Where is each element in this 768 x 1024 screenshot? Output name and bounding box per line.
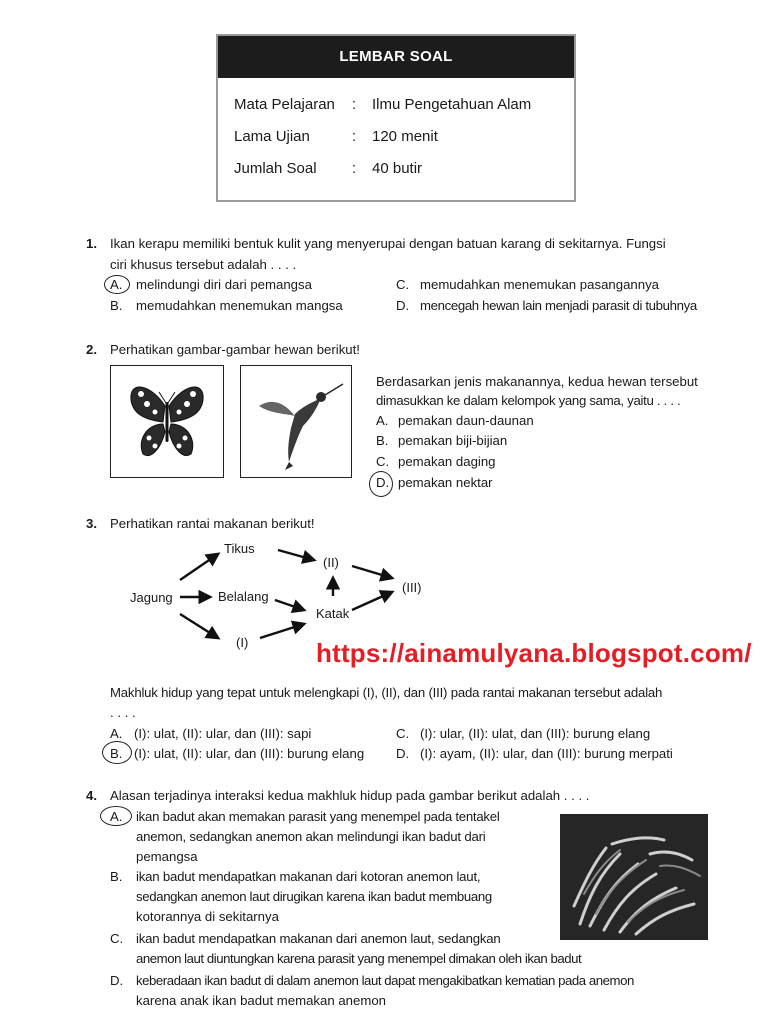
- node-belalang: Belalang: [218, 589, 269, 604]
- question-number: 1.: [86, 236, 97, 251]
- exam-info-box: [216, 34, 576, 202]
- option-letter[interactable]: A.: [110, 726, 123, 741]
- info-label: Jumlah Soal: [234, 160, 317, 177]
- arrow-jagung-i: [180, 614, 218, 638]
- option-text[interactable]: anemon laut diuntungkan karena parasit yang menempel dimakan oleh ikan badut: [136, 951, 582, 966]
- info-label: Mata Pelajaran: [234, 96, 335, 113]
- butterfly-icon: [111, 366, 223, 477]
- option-letter[interactable]: C.: [396, 726, 410, 741]
- question-prompt: Perhatikan gambar-gambar hewan berikut!: [110, 342, 360, 357]
- option-text[interactable]: pemakan nektar: [398, 475, 493, 490]
- option-letter[interactable]: B.: [110, 746, 123, 761]
- question-text: Ikan kerapu memiliki bentuk kulit yang menyerupai dengan batuan karang di sekitarnya. Fungsi: [110, 236, 666, 251]
- option-letter[interactable]: D.: [396, 298, 410, 313]
- arrow-jagung-tikus: [180, 554, 218, 580]
- option-letter[interactable]: D.: [376, 475, 390, 490]
- option-letter[interactable]: A.: [110, 809, 123, 824]
- node-iii: (III): [402, 580, 422, 595]
- option-letter[interactable]: B.: [110, 869, 123, 884]
- option-text[interactable]: kotorannya di sekitarnya: [136, 909, 279, 924]
- node-ii: (II): [323, 555, 339, 570]
- option-letter[interactable]: C.: [396, 277, 410, 292]
- option-text[interactable]: (I): ular, (II): ulat, dan (III): burung elang: [420, 726, 651, 741]
- question-prompt: Alasan terjadinya interaksi kedua makhluk hidup pada gambar berikut adalah . . . .: [110, 788, 590, 803]
- hummingbird-icon: [241, 366, 351, 477]
- question-text: Berdasarkan jenis makanannya, kedua hewan tersebut: [376, 374, 698, 389]
- option-text[interactable]: (I): ayam, (II): ular, dan (III): burung merpati: [420, 746, 673, 761]
- node-jagung: Jagung: [130, 590, 173, 605]
- arrow-i-katak: [260, 624, 304, 638]
- arrow-katak-iii: [352, 592, 392, 610]
- arrow-belalang-katak: [275, 600, 304, 610]
- option-text[interactable]: anemon, sedangkan anemon akan melindungi ikan badut dari: [136, 829, 486, 844]
- option-letter[interactable]: C.: [110, 931, 124, 946]
- info-value: 40 butir: [372, 160, 423, 177]
- option-text[interactable]: ikan badut mendapatkan makanan dari anemon laut, sedangkan: [136, 931, 501, 946]
- question-text: ciri khusus tersebut adalah . . . .: [110, 257, 297, 272]
- option-letter[interactable]: A.: [110, 277, 123, 292]
- node-tikus: Tikus: [224, 541, 255, 556]
- node-katak: Katak: [316, 606, 350, 621]
- info-colon: :: [352, 128, 357, 145]
- option-text[interactable]: (I): ulat, (II): ular, dan (III): sapi: [134, 726, 312, 741]
- option-text[interactable]: ikan badut akan memakan parasit yang menempel pada tentakel: [136, 809, 500, 824]
- option-text[interactable]: karena anak ikan badut memakan anemon: [136, 993, 386, 1008]
- question-number: 2.: [86, 342, 97, 357]
- question-text: dimasukkan ke dalam kelompok yang sama, yaitu . . . .: [376, 393, 681, 408]
- butterfly-image: [110, 365, 224, 478]
- option-text[interactable]: keberadaan ikan badut di dalam anemon laut dapat mengakibatkan kematian pada anemon: [136, 973, 634, 988]
- option-text[interactable]: memudahkan menemukan pasangannya: [420, 277, 659, 292]
- option-letter[interactable]: B.: [376, 433, 389, 448]
- exam-title: LEMBAR SOAL: [218, 36, 574, 78]
- option-text[interactable]: pemakan biji-bijian: [398, 433, 508, 448]
- question-number: 4.: [86, 788, 97, 803]
- hummingbird-image: [240, 365, 352, 478]
- option-text[interactable]: pemakan daun-daunan: [398, 413, 534, 428]
- option-letter[interactable]: C.: [376, 454, 390, 469]
- option-text[interactable]: sedangkan anemon laut dirugikan karena ikan badut membuang: [136, 889, 492, 904]
- node-i: (I): [236, 635, 249, 650]
- option-text[interactable]: mencegah hewan lain menjadi parasit di tubuhnya: [420, 298, 697, 313]
- option-text[interactable]: memudahkan menemukan mangsa: [136, 298, 343, 313]
- info-colon: :: [352, 96, 357, 113]
- option-letter[interactable]: B.: [110, 298, 123, 313]
- info-value: 120 menit: [372, 128, 438, 145]
- question-number: 3.: [86, 516, 97, 531]
- anemone-icon: [560, 814, 708, 940]
- option-letter[interactable]: D.: [396, 746, 410, 761]
- question-prompt: Perhatikan rantai makanan berikut!: [110, 516, 315, 531]
- option-text[interactable]: (I): ulat, (II): ular, dan (III): burung elang: [134, 746, 365, 761]
- option-letter[interactable]: D.: [110, 973, 124, 988]
- watermark-url[interactable]: https://ainamulyana.blogspot.com/: [316, 638, 752, 668]
- arrow-tikus-ii: [278, 550, 314, 560]
- option-letter[interactable]: A.: [376, 413, 389, 428]
- info-colon: :: [352, 160, 357, 177]
- question-text: Makhluk hidup yang tepat untuk melengkapi (I), (II), dan (III) pada rantai makanan tersebut adalah: [110, 685, 663, 700]
- info-label: Lama Ujian: [234, 128, 310, 145]
- question-text: . . . .: [110, 705, 136, 720]
- option-text[interactable]: melindungi diri dari pemangsa: [136, 277, 312, 292]
- option-text[interactable]: pemangsa: [136, 849, 198, 864]
- anemone-image: [560, 814, 708, 940]
- info-value: Ilmu Pengetahuan Alam: [372, 96, 532, 113]
- option-text[interactable]: ikan badut mendapatkan makanan dari kotoran anemon laut,: [136, 869, 481, 884]
- arrow-ii-iii: [352, 566, 392, 578]
- food-chain-diagram: [120, 534, 440, 654]
- option-text[interactable]: pemakan daging: [398, 454, 496, 469]
